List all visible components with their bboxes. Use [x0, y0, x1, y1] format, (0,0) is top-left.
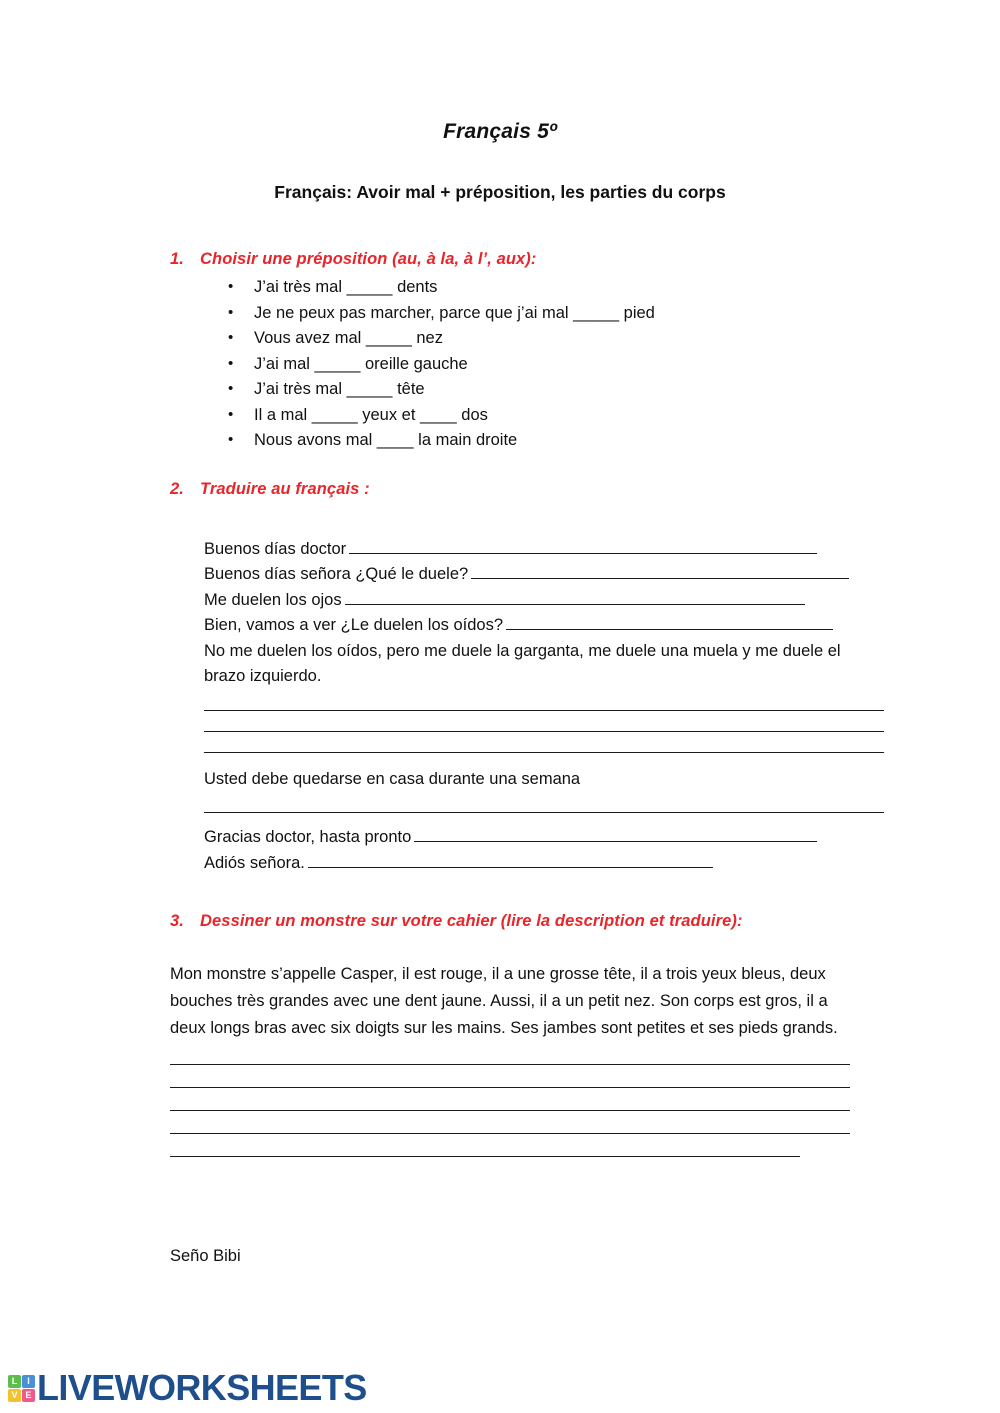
answer-blank[interactable]: [506, 614, 833, 630]
list-item: • J’ai très mal _____ tête: [228, 377, 850, 403]
translate-source-text: Bien, vamos a ver ¿Le duelen los oídos?: [204, 616, 504, 634]
liveworksheets-mark-icon: [8, 1375, 35, 1402]
translate-line: [204, 537, 850, 563]
translate-source-text: Gracias doctor, hasta pronto: [204, 828, 412, 846]
answer-blank[interactable]: [345, 589, 805, 605]
logo-tile-i: I: [22, 1375, 35, 1388]
translate-line: [204, 588, 850, 614]
translate-line: [204, 613, 850, 639]
answer-blank[interactable]: [170, 1064, 850, 1065]
section-title-2: Traduire au français :: [200, 479, 370, 498]
translate-line: [204, 825, 850, 851]
translate-paragraph: No me duelen los oídos, pero me duele la garganta, me duele una muela y me duele el brazo izquierdo.: [204, 641, 841, 685]
exercise-1-bullet-list: [170, 275, 850, 454]
author-signature: Seño Bibi: [170, 1247, 241, 1265]
translate-source-text: Me duelen los ojos: [204, 590, 342, 609]
logo-tile-l: L: [8, 1375, 21, 1388]
answer-blank[interactable]: [204, 812, 884, 813]
logo-tile-v: V: [8, 1389, 21, 1402]
list-item: • Vous avez mal _____ nez: [228, 326, 850, 352]
list-item: • Nous avons mal ____ la main droite: [228, 428, 850, 454]
section-heading-1: [170, 250, 850, 269]
answer-blank[interactable]: [349, 538, 817, 554]
section-title-3: Dessiner un monstre sur votre cahier (lire la description et traduire):: [200, 912, 743, 930]
answer-blank[interactable]: [414, 826, 817, 842]
answer-blank[interactable]: [170, 1156, 800, 1157]
monster-description: Mon monstre s’appelle Casper, il est rouge, il a une grosse tête, il a trois yeux bleus, deux bouches très grandes avec une dent jaune. Aussi, il a un petit nez. Son corps est gros, il a deux longs bras avec six doigts sur les mains. Ses jambes sont petites et ses pieds grands.: [170, 965, 838, 1037]
exercise-3-answer-lines: [170, 1064, 850, 1157]
answer-blank[interactable]: [204, 731, 884, 732]
section-heading-3: [170, 912, 850, 931]
page-subtitle: Français: Avoir mal + préposition, les parties du corps: [274, 182, 726, 202]
section-number-3: 3.: [170, 912, 184, 930]
logo-tile-e: E: [22, 1389, 35, 1402]
translate-source-text: Buenos días doctor: [204, 539, 347, 558]
list-item: • J’ai mal _____ oreille gauche: [228, 352, 850, 378]
section-number-2: 2.: [170, 479, 184, 498]
list-item: • J’ai très mal _____ dents: [228, 275, 850, 301]
answer-blank[interactable]: [170, 1133, 850, 1134]
page-title: Français 5º: [443, 120, 557, 143]
translate-line: [204, 851, 850, 877]
section-title-1: Choisir une préposition (au, à la, à l’, aux):: [200, 250, 537, 268]
answer-blank[interactable]: [471, 563, 849, 579]
exercise-2-block: [170, 537, 850, 877]
worksheet-content: [170, 203, 850, 1266]
answer-blank[interactable]: [170, 1087, 850, 1088]
section-heading-2: [170, 480, 850, 499]
section-number-1: 1.: [170, 250, 184, 268]
answer-blank[interactable]: [170, 1110, 850, 1111]
list-item: • Il a mal _____ yeux et ____ dos: [228, 403, 850, 429]
translate-source-text: Adiós señora.: [204, 853, 305, 872]
answer-blank[interactable]: [308, 852, 713, 868]
answer-blank[interactable]: [204, 710, 884, 711]
liveworksheets-logo[interactable]: [8, 1367, 367, 1409]
translate-statement: Usted debe quedarse en casa durante una semana: [204, 769, 581, 788]
translate-line: [204, 562, 850, 588]
answer-blank[interactable]: [204, 752, 884, 753]
list-item: • Je ne peux pas marcher, parce que j’ai mal _____ pied: [228, 301, 850, 327]
translate-source-text: Buenos días señora ¿Qué le duele?: [204, 565, 469, 583]
liveworksheets-wordmark: LIVEWORKSHEETS: [37, 1367, 367, 1408]
